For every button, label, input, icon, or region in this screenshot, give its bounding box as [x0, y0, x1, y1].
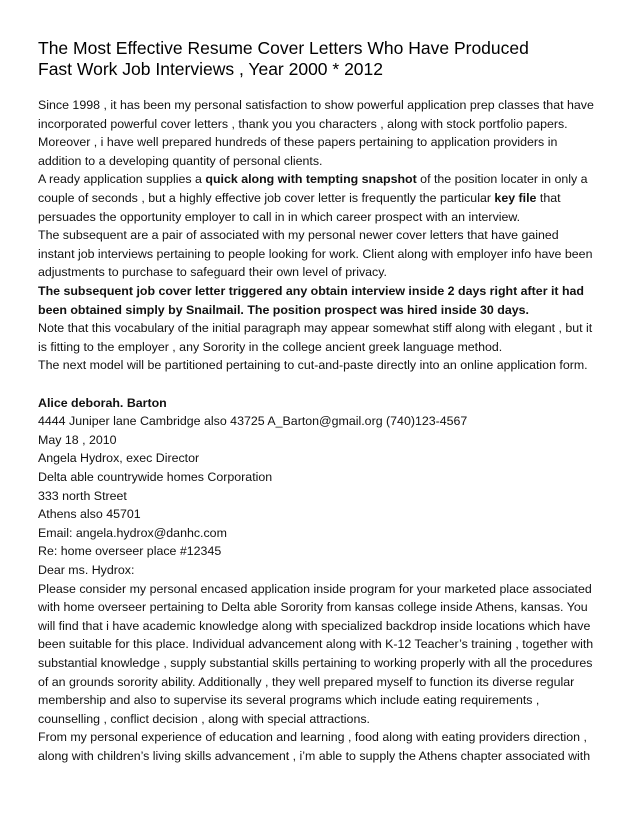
text-line [38, 469, 272, 485]
text-run: Email: angela.hydrox@danhc.com [38, 525, 227, 540]
text-run: will find that i have academic knowledge along with specialized backdrop inside locations which have [38, 618, 591, 633]
text-run: May 18 , 2010 [38, 432, 117, 447]
text-line [38, 543, 221, 559]
text-line [38, 413, 467, 429]
text-line [38, 729, 587, 745]
text-run: The subsequent are a pair of associated with my personal newer cover letters that have gained [38, 228, 559, 243]
text-run: substantial knowledge , supply substantial skills pertaining to working properly with all the procedures [38, 656, 593, 670]
text-run: Note that this vocabulary of the initial paragraph may appear somewhat stiff along with elegant , but it [38, 321, 593, 336]
text-line [38, 562, 134, 578]
text-run: 4444 Juniper lane Cambridge also 43725 A_Barton@gmail.org (740)123-4567 [38, 414, 468, 429]
text-line [38, 636, 593, 652]
text-run: Moreover , i have well prepared hundreds of these papers pertaining to application providers in [38, 135, 558, 150]
text-line [38, 395, 167, 411]
bold-text: key file [494, 191, 537, 205]
text-run: Dear ms. Hydrox: [38, 563, 135, 577]
text-line [38, 599, 588, 615]
bold-text: The subsequent job cover letter triggered any obtain interview inside 2 days right after it had [38, 284, 584, 298]
text-line [38, 339, 502, 355]
text-run: along with children’s living skills advancement , i’m able to supply the Athens chapter associated with [38, 749, 591, 763]
text-line [38, 711, 370, 727]
text-line [38, 488, 127, 504]
text-line [38, 450, 199, 466]
text-run: of the position locater in only a [416, 172, 588, 187]
text-line [38, 153, 323, 169]
text-run: A ready application supplies a [38, 172, 206, 187]
text-run: persuades the opportunity employer to call in in which career prospect with an interview. [38, 209, 521, 224]
text-run: Angela Hydrox, exec Director [38, 451, 200, 466]
text-run: 333 north Street [38, 488, 127, 503]
text-run: counselling , conflict decision , along with special attractions. [38, 711, 370, 726]
text-run: Athens also 45701 [38, 507, 141, 522]
text-run: Delta able countrywide homes Corporation [38, 470, 273, 484]
text-line [38, 302, 529, 318]
document-title [38, 38, 608, 80]
text-run: addition to a developing quantity of personal clients. [38, 153, 323, 168]
text-run: with home overseer pertaining to Delta able Sorority from kansas college inside Athens, kansas. You [38, 600, 588, 615]
text-run: been suitable for this place. Individual advancement along with K-12 Teacher’s training , together with [38, 637, 594, 652]
text-line [38, 190, 561, 206]
text-line [38, 525, 227, 541]
text-run: membership and also to supervise its several programs which include eating requirements , [38, 693, 540, 708]
text-run: Please consider my personal encased application inside program for your marketed place associated [38, 581, 592, 596]
text-run: The next model will be partitioned pertaining to cut-and-paste directly into an online application form. [38, 358, 588, 373]
text-line [38, 97, 594, 113]
text-run: of an grounds sorority ability. Additionally , they well prepared myself to function its diverse regular [38, 674, 575, 689]
text-line [38, 320, 592, 336]
text-line [38, 655, 592, 671]
bold-text: been obtained simply by Snailmail. The position prospect was hired inside 30 days. [38, 302, 529, 317]
text-line [38, 171, 588, 187]
text-run: instant job interviews pertaining to people looking for work. Client along with employer info have been [38, 246, 593, 261]
text-line [38, 246, 592, 262]
text-run: Re: home overseer place #12345 [38, 544, 222, 559]
text-line [38, 618, 590, 634]
title-line-2: Fast Work Job Interviews , Year 2000 * 2012 [38, 59, 384, 79]
bold-text: quick along with tempting snapshot [205, 172, 417, 187]
text-run: adjustments to purchase to safeguard their own level of privacy. [38, 265, 387, 280]
text-line [38, 581, 592, 597]
text-run: that [536, 191, 561, 205]
text-line [38, 674, 574, 690]
text-line [38, 283, 584, 299]
text-run: From my personal experience of education and learning , food along with eating providers direction , [38, 730, 587, 745]
text-line [38, 748, 590, 764]
bold-text: Alice deborah. Barton [38, 395, 167, 410]
text-run: couple of seconds , but a highly effective job cover letter is frequently the particular [38, 191, 495, 205]
text-line [38, 432, 117, 448]
text-run: Since 1998 , it has been my personal satisfaction to show powerful application prep classes that have [38, 98, 594, 112]
text-line [38, 506, 141, 522]
text-line [38, 357, 588, 373]
text-line [38, 209, 520, 225]
text-run: incorporated powerful cover letters , thank you you characters , along with stock portfolio papers. [38, 116, 568, 131]
text-run: is fitting to the employer , any Sorority in the college ancient greek language method. [38, 339, 503, 354]
text-line [38, 116, 568, 132]
title-line-1: The Most Effective Resume Cover Letters Who Have Produced [38, 38, 529, 58]
text-line [38, 227, 559, 243]
text-line [38, 692, 539, 708]
text-line [38, 264, 387, 280]
text-line [38, 134, 557, 150]
